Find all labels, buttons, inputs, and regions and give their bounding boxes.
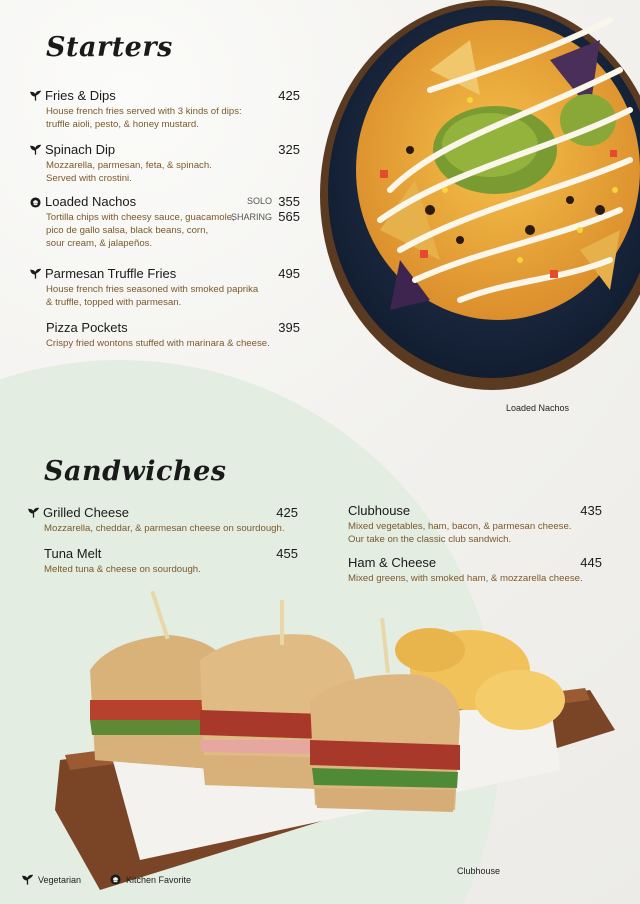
item-description: Served with crostini. — [46, 173, 132, 184]
item-description: Mozzarella, cheddar, & parmesan cheese on sourdough. — [44, 523, 285, 534]
item-name: Pizza Pockets — [46, 320, 128, 335]
menu-item-loaded-nachos — [30, 194, 235, 250]
item-price: 435 — [580, 503, 602, 518]
item-name: Grilled Cheese — [43, 505, 129, 520]
item-price: 425 — [276, 505, 298, 520]
item-name: Clubhouse — [348, 503, 411, 518]
menu-item-pizza-pockets — [46, 320, 270, 350]
item-name: Ham & Cheese — [348, 555, 437, 570]
item-description: pico de gallo salsa, black beans, corn, — [46, 225, 209, 236]
item-description: sour cream, & jalapeños. — [46, 238, 153, 249]
item-price: 425 — [278, 88, 300, 103]
legend-kitchen-favorite — [110, 874, 191, 885]
menu-item-spinach-dip — [30, 142, 212, 185]
sprout-icon — [22, 874, 33, 886]
item-price: 565 — [278, 209, 300, 224]
item-price: 395 — [278, 320, 300, 335]
item-name: Spinach Dip — [45, 142, 116, 157]
menu-item-fries-dips — [30, 88, 242, 131]
item-description: & truffle, topped with parmesan. — [46, 297, 182, 308]
sprout-icon — [28, 507, 39, 519]
item-price: 445 — [580, 555, 602, 570]
menu-item-ham-cheese — [348, 555, 583, 585]
item-description: Mozzarella, parmesan, feta, & spinach. — [46, 160, 212, 171]
legend-vegetarian — [22, 874, 81, 886]
menu-item-tuna-melt — [44, 546, 201, 576]
item-name: Loaded Nachos — [45, 194, 137, 209]
item-name: Parmesan Truffle Fries — [45, 266, 177, 281]
item-description: Mixed vegetables, ham, bacon, & parmesan cheese. — [348, 521, 572, 532]
sprout-icon — [30, 90, 41, 102]
item-description: Mixed greens, with smoked ham, & mozzarella cheese. — [348, 573, 583, 584]
sandwiches-title: Sandwiches — [44, 456, 227, 487]
chef-hat-icon — [30, 197, 41, 208]
item-price: 495 — [278, 266, 300, 281]
legend-label: Kitchen Favorite — [126, 874, 192, 885]
legend-label: Vegetarian — [38, 875, 82, 885]
loaded-nachos-photo — [320, 0, 640, 400]
size-label: SOLO — [246, 196, 272, 206]
clubhouse-caption: Clubhouse — [457, 866, 501, 876]
starters-title: Starters — [46, 32, 173, 63]
item-price: 355 — [278, 194, 300, 209]
size-label: SHARING — [230, 212, 272, 222]
nachos-caption: Loaded Nachos — [506, 403, 570, 413]
item-description: truffle aioli, pesto, & honey mustard. — [46, 119, 199, 130]
item-description: House french fries served with 3 kinds of dips: — [46, 106, 242, 117]
item-description: Our take on the classic club sandwich. — [348, 534, 512, 545]
sprout-icon — [30, 268, 41, 280]
clubhouse-photo — [50, 590, 620, 890]
item-description: Tortilla chips with cheesy sauce, guacamole, — [46, 212, 235, 223]
chef-hat-icon — [110, 874, 121, 885]
item-name: Fries & Dips — [45, 88, 116, 103]
menu-item-grilled-cheese — [28, 505, 285, 535]
item-price: 325 — [278, 142, 300, 157]
item-name: Tuna Melt — [44, 546, 102, 561]
item-description: Melted tuna & cheese on sourdough. — [44, 564, 201, 575]
item-price: 455 — [276, 546, 298, 561]
menu-item-parmesan-truffle-fries — [30, 266, 258, 309]
item-description: House french fries seasoned with smoked paprika — [46, 284, 259, 295]
item-description: Crispy fried wontons stuffed with marinara & cheese. — [46, 338, 270, 349]
sprout-icon — [30, 144, 41, 156]
menu-item-clubhouse — [348, 503, 571, 546]
